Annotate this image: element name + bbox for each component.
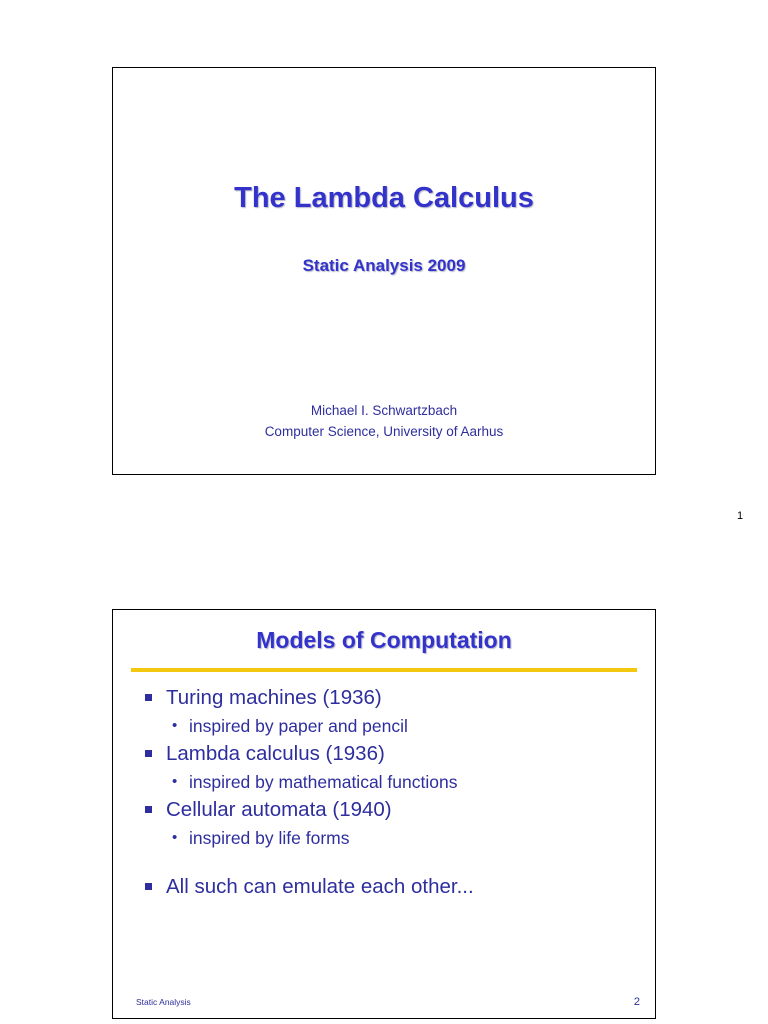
square-bullet-icon xyxy=(145,750,152,757)
author-affiliation: Computer Science, University of Aarhus xyxy=(264,424,504,439)
slide-models-of-computation xyxy=(112,609,656,1019)
sub-list-item-text: inspired by life forms xyxy=(189,828,350,848)
title-underline xyxy=(131,668,637,672)
slide-number: 2 xyxy=(633,996,640,1008)
list-item xyxy=(113,873,655,901)
slide-heading: Models of Computation xyxy=(256,627,512,653)
square-bullet-icon xyxy=(145,694,152,701)
slide-title-heading: The Lambda Calculus xyxy=(234,182,534,214)
dot-bullet-icon: • xyxy=(172,829,178,846)
square-bullet-icon xyxy=(145,806,152,813)
list-item-text: Cellular automata (1940) xyxy=(166,798,392,821)
square-bullet-icon xyxy=(145,883,152,890)
list-spacer xyxy=(113,852,655,873)
list-item xyxy=(113,684,655,712)
sub-list-item-text: inspired by mathematical functions xyxy=(189,772,458,792)
sub-list-item-text: inspired by paper and pencil xyxy=(189,716,408,736)
list-item xyxy=(113,740,655,768)
list-item-text: Lambda calculus (1936) xyxy=(166,742,385,765)
sub-list-item xyxy=(113,712,655,740)
page-number: 1 xyxy=(737,510,744,522)
dot-bullet-icon: • xyxy=(172,717,178,734)
author-name: Michael I. Schwartzbach xyxy=(310,403,458,418)
slide-title xyxy=(112,67,656,475)
slide-subtitle: Static Analysis 2009 xyxy=(302,256,466,275)
list-item-text: All such can emulate each other... xyxy=(166,875,474,898)
list-item-text: Turing machines (1936) xyxy=(166,686,382,709)
sub-list-item xyxy=(113,768,655,796)
dot-bullet-icon: • xyxy=(172,773,178,790)
bullet-list xyxy=(113,684,655,901)
sub-list-item xyxy=(113,824,655,852)
list-item xyxy=(113,796,655,824)
slide-footer: Static Analysis xyxy=(136,997,191,1007)
